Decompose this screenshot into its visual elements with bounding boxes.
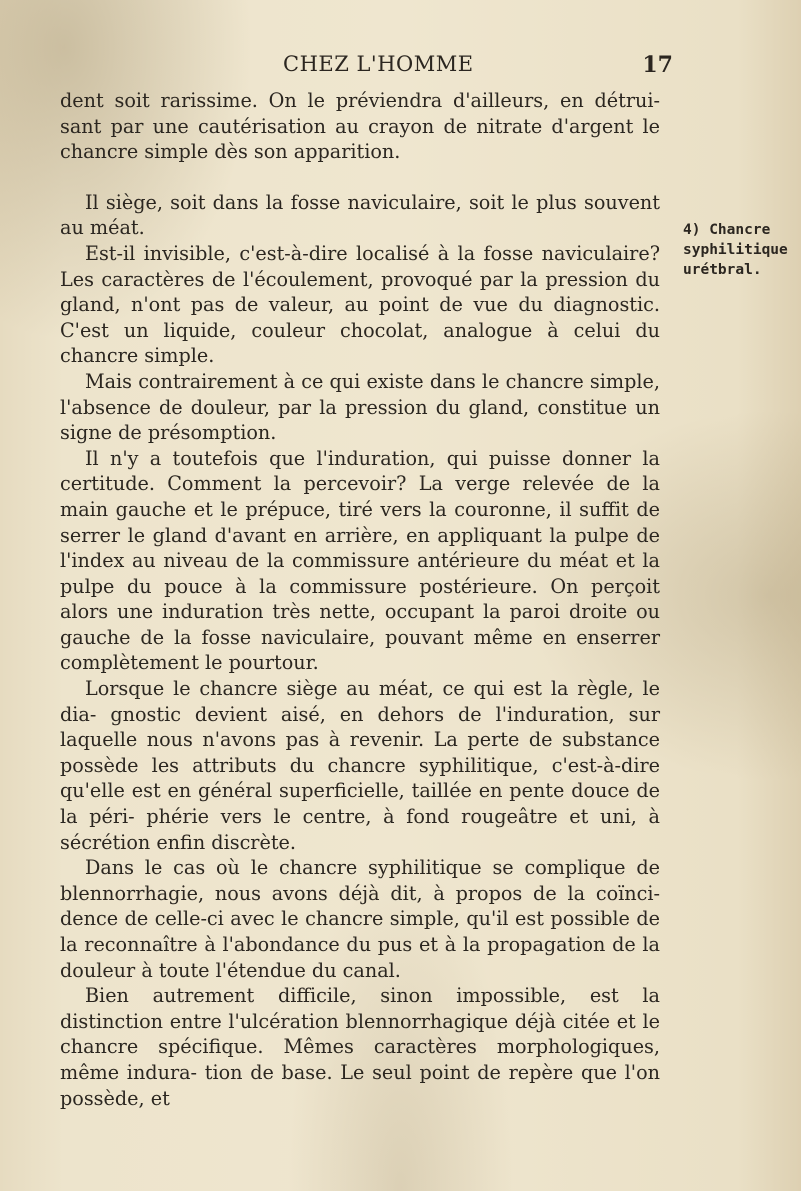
paragraph-invisible-chancre: Est-il invisible, c'est-à-dire localisé à la fosse naviculaire? Les caractères de l'écoulement, provoqué par la pression du gland, n'ont pas de valeur, au point de vue du diagnostic. C'est un liquide, couleur chocolat, analogue à celui du chancre simple. bbox=[60, 241, 660, 368]
margin-note-line-1: 4) Chancre bbox=[683, 222, 771, 238]
paragraph-distinction: Bien autrement difficile, sinon impossible, est la distinction entre l'ulcération blennorrhagique déjà citée et le chancre spécifique. Mêmes caractères morphologiques, même indura- tion de base. Le seul point de repère que l'on possède, et bbox=[60, 984, 660, 1110]
margin-note bbox=[683, 220, 793, 280]
margin-note-line-3: urétbral. bbox=[683, 262, 762, 278]
paragraph-meatus: Lorsque le chancre siège au méat, ce qui est la règle, le dia- gnostic devient aisé, en dehors de l'induration, sur laquelle nous n'avons pas à revenir. La perte de substance possède les attributs du chancre syphilitique, c'est-à-dire qu'elle est en général superficielle, taillée en pente douce de la péri- phérie vers le centre, à fond rougeâtre et uni, à sécrétion enfin discrète. bbox=[60, 677, 660, 854]
paragraph-continuation: dent soit rarissime. On le préviendra d'ailleurs, en détrui- sant par une cautérisation au crayon de nitrate d'argent le chancre simple dès son apparition. bbox=[60, 89, 660, 164]
page-number: 17 bbox=[642, 52, 673, 78]
paragraph-blennorrhagia: Dans le cas où le chancre syphilitique se complique de blennorrhagie, nous avons déjà dit, à propos de la coïnci- dence de celle-ci avec le chancre simple, qu'il est possible de la reconnaître à l'abondance du pus et à la propagation de la douleur à toute l'étendue du canal. bbox=[60, 856, 660, 982]
paragraph-induration: Il n'y a toutefois que l'induration, qui puisse donner la certitude. Comment la percevoir? La verge relevée de la main gauche et le prépuce, tiré vers la couronne, il suffit de serrer le gland d'avant en arrière, en appliquant la pulpe de l'index au niveau de la commissure antérieure du méat et la pulpe du pouce à la commissure postérieure. On perçoit alors une induration très nette, occupant la paroi droite ou gauche de la fosse naviculaire, pouvant même en enserrer complètement le pourtour. bbox=[60, 446, 660, 675]
running-head-title: CHEZ L'HOMME bbox=[283, 52, 474, 76]
paragraph-location: Il siège, soit dans la fosse naviculaire, soit le plus souvent au méat. bbox=[60, 190, 660, 240]
running-head bbox=[283, 52, 673, 82]
margin-note-line-2: syphilitique bbox=[683, 242, 788, 258]
body-text bbox=[60, 88, 660, 1111]
paragraph-absence-of-pain: Mais contrairement à ce qui existe dans le chancre simple, l'absence de douleur, par la pression du gland, constitue un signe de présomption. bbox=[60, 369, 660, 445]
